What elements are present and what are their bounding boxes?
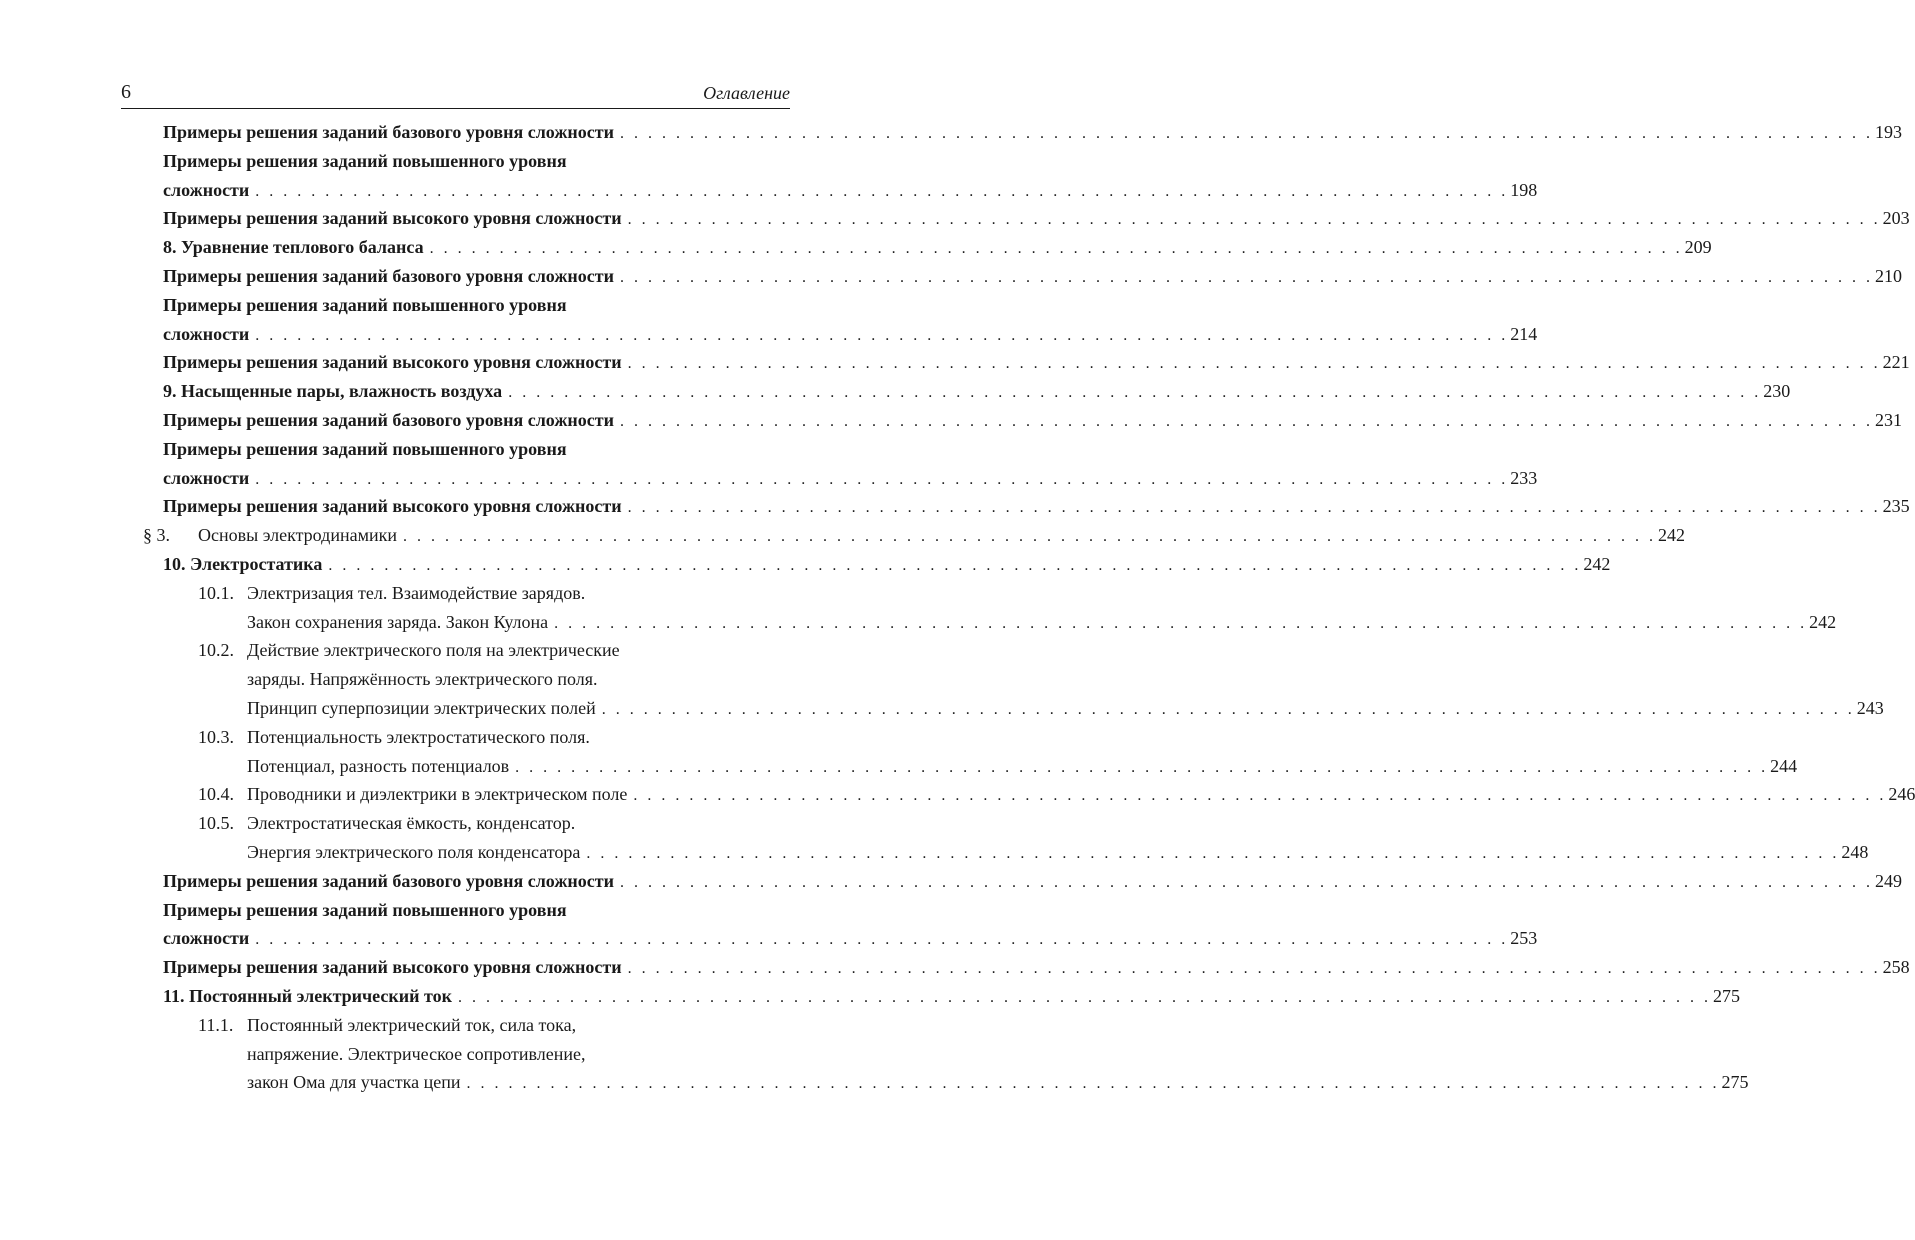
- dot-leader: . . . . . . . . . . . . . . . . . . . . . . . . . . . . . . . . . . . . . . . . . . . . . . . . . . . . . . . . . . . . . . . . . . . . . . . . . . . . . . . . . . . . . . . . . .: [627, 355, 1881, 373]
- toc-entry[interactable]: [0, 406, 1902, 435]
- toc-line: [163, 982, 1740, 1011]
- toc-entry[interactable]: [0, 636, 1884, 722]
- toc-line: [163, 147, 790, 176]
- toc-line: [163, 464, 1538, 493]
- dot-leader: . . . . . . . . . . . . . . . . . . . . . . . . . . . . . . . . . . . . . . . . . . . . . . . . . . . . . . . . . . . . . . . . . . . . . . . . . . . . . . . . . . . . . . . . . .: [619, 125, 1873, 142]
- toc-line: [163, 435, 790, 464]
- toc-entry-title: 8. Уравнение теплового баланса: [163, 237, 424, 258]
- toc-line: [198, 636, 789, 665]
- toc-entry-title: 9. Насыщенные пары, влажность воздуха: [163, 381, 503, 402]
- toc-line: [198, 1011, 789, 1040]
- dot-leader: . . . . . . . . . . . . . . . . . . . . . . . . . . . . . . . . . . . . . . . . . . . . . . . . . . . . . . . . . . . . . . . . . . . . . . . . . . . . . . . . . . . . . . . . . .: [627, 499, 1881, 517]
- running-head: [121, 80, 790, 109]
- toc-entry-title: Проводники и диэлектрики в электрическом поле: [247, 784, 628, 805]
- toc-entry-title: Энергия электрического поля конденсатора: [247, 841, 581, 862]
- toc-entry-title: Примеры решения заданий высокого уровня сложности: [163, 208, 622, 229]
- page-ref: 210: [1874, 265, 1902, 286]
- toc-line: [163, 867, 1902, 896]
- toc-entry-title: сложности: [163, 323, 250, 344]
- toc-entry[interactable]: [0, 377, 1791, 406]
- toc-entry[interactable]: [0, 118, 1902, 147]
- toc-entry[interactable]: [0, 982, 1740, 1011]
- toc-entry-title: Действие электрического поля на электрические: [247, 640, 620, 661]
- dot-leader: . . . . . . . . . . . . . . . . . . . . . . . . . . . . . . . . . . . . . . . . . . . . . . . . . . . . . . . . . . . . . . . . . . . . . . . . . . . . . . . . . . . . . . . . . .: [429, 240, 1683, 258]
- dot-leader: . . . . . . . . . . . . . . . . . . . . . . . . . . . . . . . . . . . . . . . . . . . . . . . . . . . . . . . . . . . . . . . . . . . . . . . . . . . . . . . . . . . . . . . . . .: [627, 211, 1881, 229]
- toc-entry-title: 10. Электростатика: [163, 553, 323, 574]
- page-ref: 248: [1841, 841, 1869, 862]
- toc-line: [247, 838, 1869, 867]
- toc-line: [198, 579, 789, 608]
- toc-entry[interactable]: [0, 550, 1611, 579]
- toc-entry[interactable]: [0, 204, 1910, 233]
- toc-entry-title: Примеры решения заданий базового уровня сложности: [163, 122, 614, 142]
- toc-line: [163, 953, 1910, 982]
- toc-entry-title: Постоянный электрический ток, сила тока,: [247, 1014, 577, 1035]
- page-ref: 221: [1882, 352, 1910, 373]
- section-label: § 3.: [143, 525, 170, 546]
- toc-entry[interactable]: [0, 435, 1538, 493]
- dot-leader: . . . . . . . . . . . . . . . . . . . . . . . . . . . . . . . . . . . . . . . . . . . . . . . . . . . . . . . . . . . . . . . . . . . . . . . . . . . . . . . . . . . . . . . . . .: [586, 844, 1840, 862]
- toc-entry-title: Примеры решения заданий высокого уровня сложности: [163, 352, 622, 373]
- toc-entry-title: Примеры решения заданий базового уровня сложности: [163, 265, 614, 286]
- toc-entry[interactable]: [0, 233, 1712, 262]
- toc-entry-title: Примеры решения заданий повышенного уровня: [163, 150, 567, 171]
- toc-entry[interactable]: [0, 896, 1538, 954]
- toc-line: [247, 1068, 1749, 1097]
- toc-line: [163, 348, 1910, 377]
- page-ref: 253: [1510, 928, 1538, 949]
- toc-entry[interactable]: [0, 521, 1685, 550]
- toc-entry[interactable]: [0, 579, 1837, 637]
- page-ref: 242: [1657, 525, 1685, 546]
- page-ref: 230: [1763, 381, 1791, 402]
- toc-entry[interactable]: [0, 348, 1910, 377]
- dot-leader: . . . . . . . . . . . . . . . . . . . . . . . . . . . . . . . . . . . . . . . . . . . . . . . . . . . . . . . . . . . . . . . . . . . . . . . . . . . . . . . . . . . . . . . . . .: [619, 268, 1873, 286]
- page-ref: 193: [1874, 122, 1902, 142]
- toc-entry[interactable]: [0, 492, 1910, 521]
- dot-leader: . . . . . . . . . . . . . . . . . . . . . . . . . . . . . . . . . . . . . . . . . . . . . . . . . . . . . . . . . . . . . . . . . . . . . . . . . . . . . . . . . . . . . . . . . .: [255, 182, 1509, 200]
- toc-entry-title: Основы электродинамики: [198, 525, 397, 546]
- toc-line: [163, 320, 1538, 349]
- toc-entry[interactable]: [0, 723, 1798, 781]
- toc-entry[interactable]: [0, 1011, 1749, 1097]
- toc-entry-title: 11. Постоянный электрический ток: [163, 985, 452, 1006]
- toc-line: [247, 608, 1837, 637]
- toc-entry-title: сложности: [163, 467, 250, 488]
- toc-line: [198, 809, 789, 838]
- toc-entry-title: Примеры решения заданий базового уровня сложности: [163, 409, 614, 430]
- page-ref: 214: [1510, 323, 1538, 344]
- page-number: 6: [121, 81, 131, 103]
- dot-leader: . . . . . . . . . . . . . . . . . . . . . . . . . . . . . . . . . . . . . . . . . . . . . . . . . . . . . . . . . . . . . . . . . . . . . . . . . . . . . . . . . . . . . . . . . .: [402, 528, 1656, 546]
- dot-leader: . . . . . . . . . . . . . . . . . . . . . . . . . . . . . . . . . . . . . . . . . . . . . . . . . . . . . . . . . . . . . . . . . . . . . . . . . . . . . . . . . . . . . . . . . .: [328, 556, 1582, 574]
- toc-line: [163, 492, 1910, 521]
- page-ref: 243: [1856, 697, 1884, 718]
- toc-line: [247, 665, 789, 694]
- table-of-contents: [0, 118, 1915, 1097]
- dot-leader: . . . . . . . . . . . . . . . . . . . . . . . . . . . . . . . . . . . . . . . . . . . . . . . . . . . . . . . . . . . . . . . . . . . . . . . . . . . . . . . . . . . . . . . . . .: [457, 988, 1711, 1006]
- toc-entry[interactable]: [0, 953, 1910, 982]
- toc-entry-title: сложности: [163, 179, 250, 200]
- subsection-number: 11.1.: [198, 1014, 234, 1035]
- toc-entry-title: сложности: [163, 928, 250, 949]
- toc-line: [163, 550, 1611, 579]
- toc-entry-title: закон Ома для участка цепи: [247, 1072, 461, 1093]
- toc-entry-title: Закон сохранения заряда. Закон Кулона: [247, 611, 549, 632]
- dot-leader: . . . . . . . . . . . . . . . . . . . . . . . . . . . . . . . . . . . . . . . . . . . . . . . . . . . . . . . . . . . . . . . . . . . . . . . . . . . . . . . . . . . . . . . . . .: [627, 960, 1881, 978]
- toc-entry[interactable]: [0, 780, 1915, 809]
- toc-entry-title: Примеры решения заданий повышенного уровня: [163, 294, 567, 315]
- page-ref: 209: [1684, 237, 1712, 258]
- toc-entry-title: Примеры решения заданий высокого уровня сложности: [163, 496, 622, 517]
- page-ref: 275: [1721, 1072, 1749, 1093]
- toc-line: [163, 204, 1910, 233]
- toc-entry-title: заряды. Напряжённость электрического поля.: [247, 669, 598, 690]
- page-ref: 235: [1882, 496, 1910, 517]
- toc-line: [163, 262, 1902, 291]
- page-ref: 242: [1809, 611, 1837, 632]
- dot-leader: . . . . . . . . . . . . . . . . . . . . . . . . . . . . . . . . . . . . . . . . . . . . . . . . . . . . . . . . . . . . . . . . . . . . . . . . . . . . . . . . . . . . . . . . . .: [633, 787, 1887, 805]
- dot-leader: . . . . . . . . . . . . . . . . . . . . . . . . . . . . . . . . . . . . . . . . . . . . . . . . . . . . . . . . . . . . . . . . . . . . . . . . . . . . . . . . . . . . . . . . . .: [466, 1075, 1720, 1093]
- page-ref: 249: [1874, 870, 1902, 891]
- subsection-number: 10.4.: [198, 784, 234, 805]
- toc-line: [247, 752, 1798, 781]
- subsection-number: 10.3.: [198, 726, 234, 747]
- page-ref: 242: [1583, 553, 1611, 574]
- toc-line: [163, 176, 1538, 205]
- toc-line: [247, 694, 1884, 723]
- dot-leader: . . . . . . . . . . . . . . . . . . . . . . . . . . . . . . . . . . . . . . . . . . . . . . . . . . . . . . . . . . . . . . . . . . . . . . . . . . . . . . . . . . . . . . . . . .: [619, 412, 1873, 430]
- toc-line: [163, 377, 1791, 406]
- toc-entry-title: Примеры решения заданий базового уровня сложности: [163, 870, 614, 891]
- toc-entry-title: напряжение. Электрическое сопротивление,: [247, 1043, 586, 1064]
- toc-entry-title: Примеры решения заданий повышенного уровня: [163, 438, 567, 459]
- header-title: Оглавление: [703, 83, 790, 103]
- toc-line: [163, 291, 790, 320]
- page-ref: 233: [1510, 467, 1538, 488]
- toc-line: [247, 1040, 789, 1069]
- dot-leader: . . . . . . . . . . . . . . . . . . . . . . . . . . . . . . . . . . . . . . . . . . . . . . . . . . . . . . . . . . . . . . . . . . . . . . . . . . . . . . . . . . . . . . . . . .: [255, 470, 1509, 488]
- page-ref: 246: [1888, 784, 1915, 805]
- dot-leader: . . . . . . . . . . . . . . . . . . . . . . . . . . . . . . . . . . . . . . . . . . . . . . . . . . . . . . . . . . . . . . . . . . . . . . . . . . . . . . . . . . . . . . . . . .: [508, 384, 1762, 402]
- toc-entry[interactable]: [0, 262, 1902, 291]
- page-ref: 244: [1770, 755, 1798, 776]
- toc-entry-title: Электростатическая ёмкость, конденсатор.: [247, 813, 576, 834]
- toc-entry-title: Принцип суперпозиции электрических полей: [247, 697, 596, 718]
- subsection-number: 10.2.: [198, 640, 234, 661]
- dot-leader: . . . . . . . . . . . . . . . . . . . . . . . . . . . . . . . . . . . . . . . . . . . . . . . . . . . . . . . . . . . . . . . . . . . . . . . . . . . . . . . . . . . . . . . . . .: [255, 326, 1509, 344]
- toc-line: [163, 406, 1902, 435]
- toc-line: [143, 521, 1685, 550]
- toc-line: [163, 233, 1712, 262]
- dot-leader: . . . . . . . . . . . . . . . . . . . . . . . . . . . . . . . . . . . . . . . . . . . . . . . . . . . . . . . . . . . . . . . . . . . . . . . . . . . . . . . . . . . . . . . . . .: [554, 614, 1808, 632]
- toc-entry-title: Электризация тел. Взаимодействие зарядов.: [247, 582, 586, 603]
- toc-line: [163, 118, 1902, 147]
- dot-leader: . . . . . . . . . . . . . . . . . . . . . . . . . . . . . . . . . . . . . . . . . . . . . . . . . . . . . . . . . . . . . . . . . . . . . . . . . . . . . . . . . . . . . . . . . .: [515, 758, 1769, 776]
- dot-leader: . . . . . . . . . . . . . . . . . . . . . . . . . . . . . . . . . . . . . . . . . . . . . . . . . . . . . . . . . . . . . . . . . . . . . . . . . . . . . . . . . . . . . . . . . .: [619, 873, 1873, 891]
- toc-entry-title: Потенциальность электростатического поля.: [247, 726, 590, 747]
- page-ref: 198: [1510, 179, 1538, 200]
- toc-entry-title: Потенциал, разность потенциалов: [247, 755, 510, 776]
- subsection-number: 10.5.: [198, 813, 234, 834]
- dot-leader: . . . . . . . . . . . . . . . . . . . . . . . . . . . . . . . . . . . . . . . . . . . . . . . . . . . . . . . . . . . . . . . . . . . . . . . . . . . . . . . . . . . . . . . . . .: [601, 700, 1855, 718]
- toc-entry[interactable]: [0, 291, 1538, 349]
- page-ref: 258: [1882, 957, 1910, 978]
- page-ref: 231: [1874, 409, 1902, 430]
- subsection-number: 10.1.: [198, 582, 234, 603]
- dot-leader: . . . . . . . . . . . . . . . . . . . . . . . . . . . . . . . . . . . . . . . . . . . . . . . . . . . . . . . . . . . . . . . . . . . . . . . . . . . . . . . . . . . . . . . . . .: [255, 931, 1509, 949]
- toc-line: [198, 723, 789, 752]
- toc-entry[interactable]: [0, 809, 1869, 867]
- toc-entry[interactable]: [0, 147, 1538, 205]
- toc-entry[interactable]: [0, 867, 1902, 896]
- toc-line: [163, 896, 790, 925]
- page-ref: 203: [1882, 208, 1910, 229]
- toc-line: [163, 924, 1538, 953]
- toc-line: [198, 780, 1915, 809]
- toc-entry-title: Примеры решения заданий высокого уровня сложности: [163, 957, 622, 978]
- toc-entry-title: Примеры решения заданий повышенного уровня: [163, 899, 567, 920]
- page-ref: 275: [1712, 985, 1740, 1006]
